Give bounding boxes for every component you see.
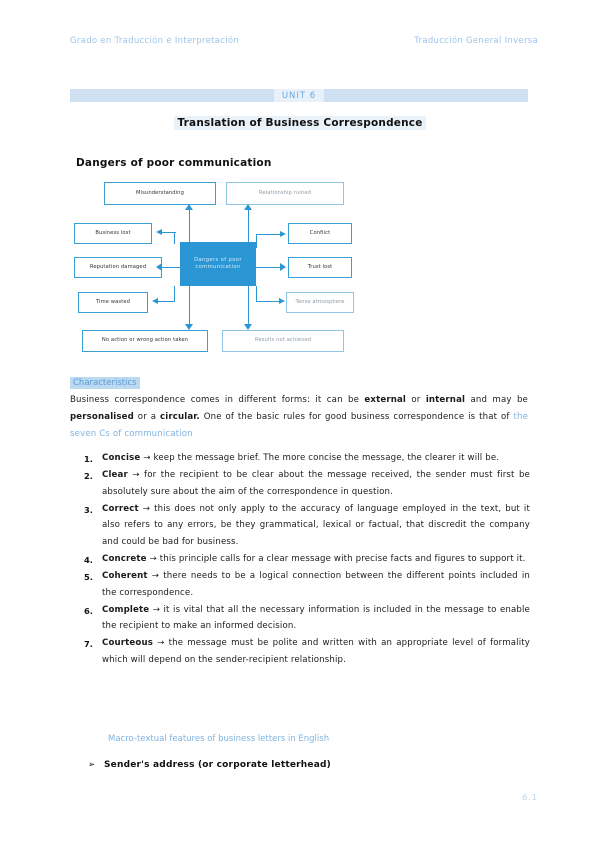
arrow-elbow-conflict-h [256,234,282,235]
diagram-box-no-action: No action or wrong action taken [82,330,208,352]
list-item-number: 7. [84,639,93,650]
list-item-term: Clear [102,470,128,481]
list-item-body: Courteous → the message must be polite and written with an appropriate level of formality which will depend on the sender-recipient relationship. [102,638,530,665]
list-item-body: Coherent → there needs to be a logical connection between the different points included in the correspondence. [102,571,530,598]
term-circular: circular. [159,411,200,422]
arrow-down-left [189,286,190,328]
macro-textual-heading: Macro-textual features of business letters in English [108,734,330,744]
arrowhead-trust-lost [280,263,286,271]
arrowhead-down-left [185,324,193,330]
band-fill-right [324,89,528,102]
list-item-term: Coherent [102,571,148,582]
diagram-box-trust-lost: Trust lost [288,257,352,278]
list-item-term: Concrete [102,553,147,564]
diagram-box-relationship-ruined: Relationship ruined [226,182,344,205]
arrowhead-conflict [280,231,286,237]
page-header [0,36,600,56]
arrowhead-up-left [185,204,193,210]
characteristics-heading [70,370,140,389]
diagram-box-misunderstanding: Misunderstanding [104,182,216,205]
unit-label: UNIT 6 [274,89,324,102]
diagram-center-node: Dangers of poor communication [180,242,256,286]
list-item-text: for the recipient to be clear about the message received, the sender must first be absolutely sure about the aim of the correspondence in question. [102,470,530,497]
arrowhead-left-reputation [156,263,162,271]
list-item-body: Clear → for the recipient to be clear about the message received, the sender must first be absolutely sure about the aim of the correspondence in question. [102,470,530,497]
list-item [84,602,530,636]
arrow-up-left [189,206,190,242]
term-personalised: personalised [70,411,134,422]
list-item-number: 4. [84,554,93,565]
list-item-number: 6. [84,605,93,616]
list-item [84,568,530,602]
diagram-box-results-not-achieved: Results not achieved [222,330,344,352]
arrowhead-up-right [244,204,252,210]
dangers-heading: Dangers of poor communication [76,157,272,169]
diagram-box-reputation-damaged: Reputation damaged [74,257,162,278]
bullet-arrow-icon: ➢ [88,760,96,770]
list-item-text: keep the message brief. The more concise the message, the clearer it will be. [153,453,500,463]
list-item-text: the message must be polite and written with an appropriate level of formality which will depend on the sender-recipient relationship. [102,638,530,665]
para-seg-1: Business correspondence comes in different forms: it can be [70,395,365,405]
diagram-box-time-wasted: Time wasted [78,292,148,313]
list-item-term: Complete [102,604,150,615]
arrowhead-down-right [244,324,252,330]
characteristics-paragraph [70,392,528,442]
para-seg-2: or [406,395,426,405]
list-item [84,635,530,669]
para-seg-3: and may be [465,395,528,405]
diagram-box-conflict: Conflict [288,223,352,244]
list-item-text: this does not only apply to the accuracy of language employed in the text, but it also refers to any errors, be they grammatical, lexical or factual, that discredit the company and could be bad for business. [102,503,530,548]
header-course-name: Grado en Traducción e Interpretación [70,36,240,46]
arrow-down-right [248,286,249,328]
list-item-text: this principle calls for a clear message with precise facts and figures to support it. [159,553,526,564]
list-item-term: Correct [102,503,139,514]
arrow-elbow-time-h [158,301,175,302]
arrow-elbow-business-h [162,232,176,233]
list-item-number: 2. [84,471,93,482]
list-item-body: Complete → it is vital that all the necessary information is included in the message to enable the recipient to make an informed decision. [102,604,530,632]
arrow-elbow-business-v [174,232,175,244]
list-item-body: Correct → this does not only apply to the accuracy of language employed in the text, but it also refers to any errors, be they grammatical, lexical or factual, that discredit the company and could be bad for business. [102,503,530,548]
list-item-text: there needs to be a logical connection between the different points included in the correspondence. [102,571,530,598]
list-item [84,501,530,551]
term-external: external [364,395,407,405]
arrow-elbow-conflict-v [256,234,257,248]
list-item-number: 5. [84,572,93,583]
arrow-left-reputation [162,267,182,268]
characteristics-heading-text: Characteristics [70,377,140,389]
seven-cs-phrase: the seven Cs of communication [70,411,529,439]
diagram-box-tense-atmosphere: Tense atmosphere [286,292,354,313]
arrow-elbow-tense-v [256,286,257,302]
arrowhead-time-wasted [152,298,158,304]
page-title-text: Translation of Business Correspondence [174,116,425,130]
term-internal: internal [425,395,466,405]
arrow-up-right [248,206,249,242]
macro-bullet-label: Sender's address (or corporate letterhead) [104,760,331,770]
page-title [0,117,600,129]
diagram-box-business-lost: Business lost [74,223,152,244]
para-seg-4: or a [133,411,160,422]
page-number: 6.1 [522,793,538,802]
header-subject-name: Traducción General Inversa [414,36,538,46]
macro-bullet-item [88,760,518,770]
arrow-elbow-tense-h [256,301,281,302]
unit-band [70,89,528,102]
list-item [84,551,530,568]
list-item [84,467,530,501]
list-item [84,450,530,467]
arrow-right-trust [256,267,282,268]
arrow-elbow-time-v [174,286,175,302]
band-fill-left [70,89,274,102]
arrowhead-business-lost [156,229,162,235]
list-item-number: 1. [84,454,93,464]
list-item-number: 3. [84,504,93,515]
list-item-term: Courteous [102,638,153,649]
list-item-body: Concrete → this principle calls for a clear message with precise facts and figures to support it. [102,553,526,564]
arrowhead-tense-atmosphere [279,298,285,304]
seven-cs-list [84,450,530,669]
para-seg-5: One of the basic rules for good business correspondence is that of [199,411,514,422]
list-item-term: Concise [102,453,141,463]
list-item-body: Concise → keep the message brief. The more concise the message, the clearer it will be. [102,453,500,463]
dangers-diagram [70,182,370,358]
list-item-text: it is vital that all the necessary information is included in the message to enable the recipient to make an informed decision. [102,604,530,632]
